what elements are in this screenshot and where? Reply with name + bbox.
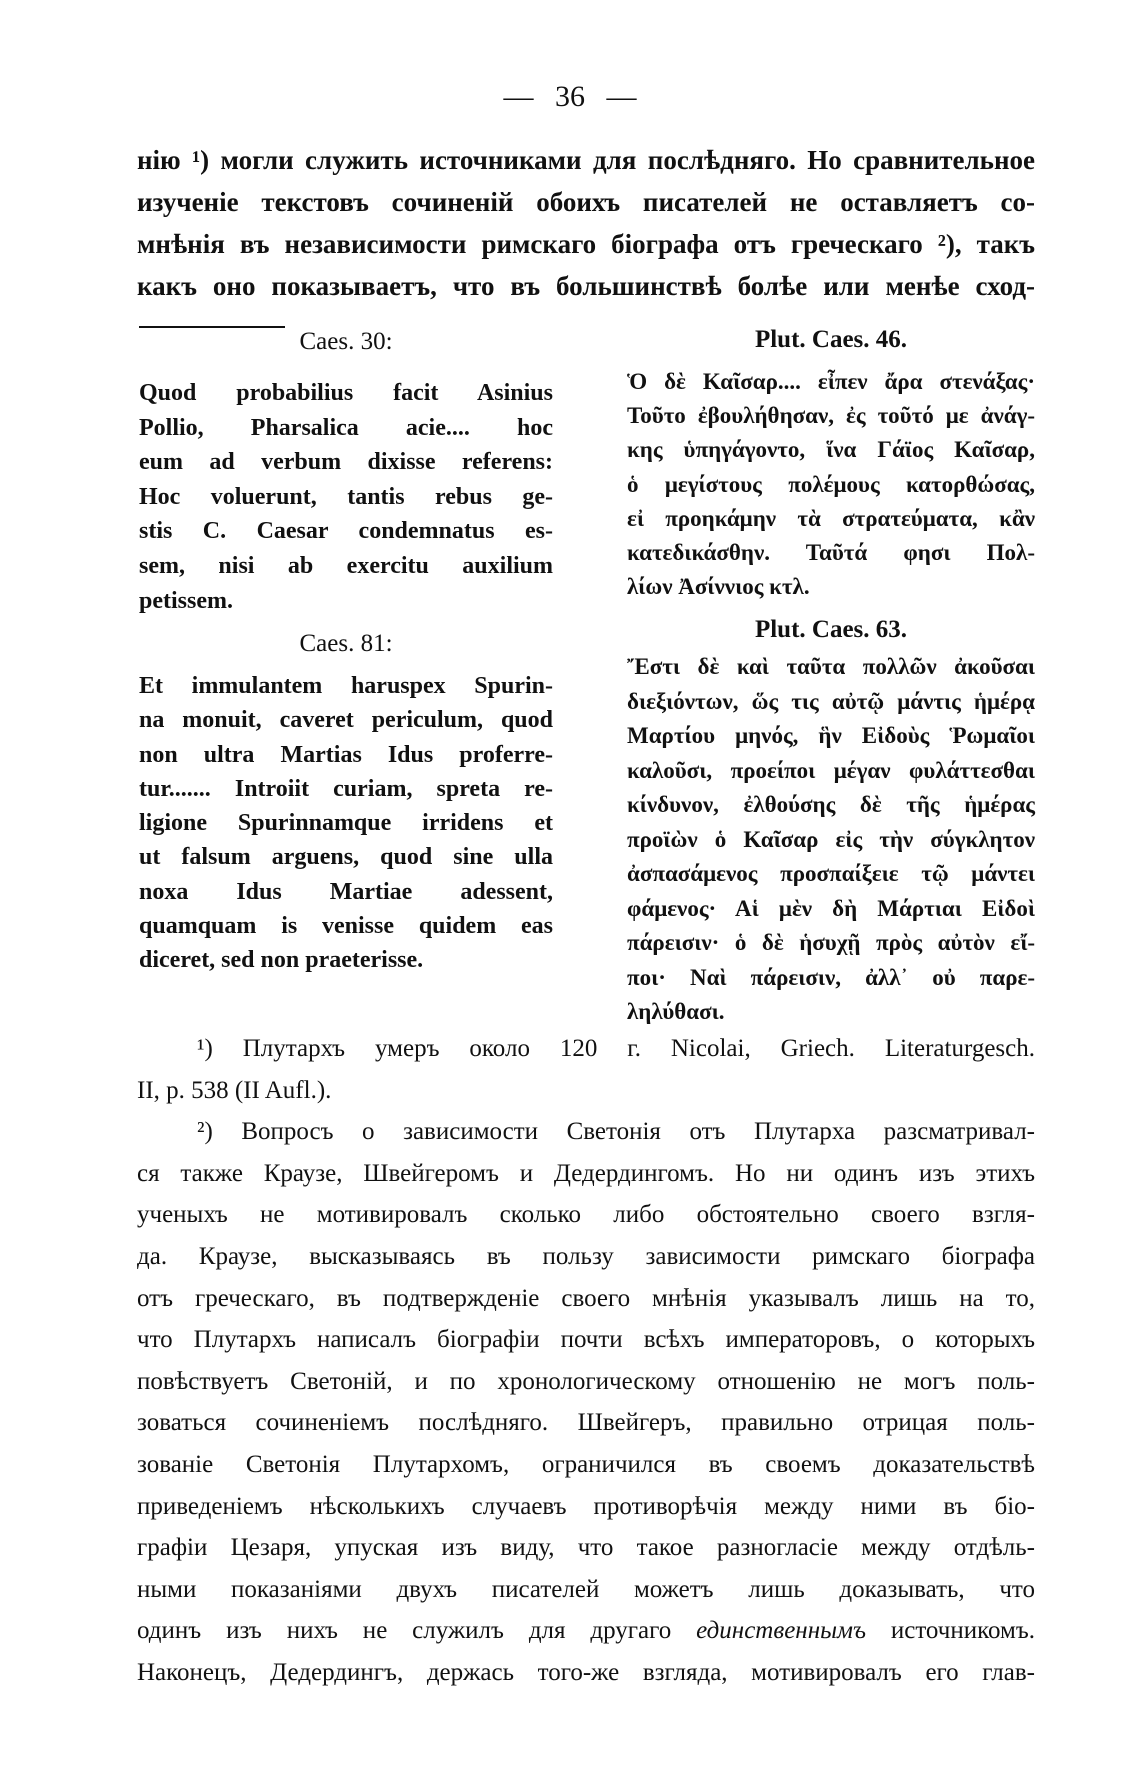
- text-line: Ὁ δὲ Καῖσαρ.... εἶπεν ἄρα στενάξας·: [627, 369, 1035, 394]
- text-line: εἰ προηκάμην τὰ στρατεύματα, κἂν: [627, 505, 1035, 531]
- text-line: Hoc voluerunt, tantis rebus ge-: [139, 483, 553, 510]
- text-line: ²) Вопросъ о зависимости Светонія отъ Плутарха разсматривал-: [197, 1118, 1035, 1146]
- text-line: повѣствуетъ Светоній, и по хронологическому отношенію не могъ поль-: [137, 1367, 1035, 1395]
- text-line: мнѣнія въ независимости римскаго біографа отъ греческаго ²), такъ: [137, 229, 1035, 259]
- text-line: [137, 1610, 1035, 1652]
- text-segment: одинъ изъ нихъ не служилъ для другаго: [137, 1617, 697, 1645]
- text-line: зованіе Светонія Плутархомъ, ограничился въ своемъ доказательствѣ: [137, 1450, 1035, 1478]
- text-line: ными показаніями двухъ писателей можетъ лишь доказывать, что: [137, 1575, 1035, 1603]
- text-line: Et immulantem haruspex Spurin-: [139, 673, 553, 699]
- text-line: πάρεισιν· ὁ δὲ ἡσυχῇ πρὸς αὐτὸν εἴ-: [627, 930, 1035, 955]
- right-heading-plut-46: Plut. Caes. 46.: [754, 326, 908, 353]
- text-line: petissem.: [139, 587, 233, 614]
- text-line: ученыхъ не мотивировалъ сколько либо обстоятельно своего взгля-: [137, 1201, 1035, 1229]
- text-line: κίνδυνον, ἐλθούσης δὲ τῆς ἡμέρας: [627, 792, 1035, 817]
- text-line: ὁ μεγίστους πολέμους κατορθώσας,: [627, 471, 1035, 497]
- footnotes: [137, 1028, 1035, 1694]
- text-line: отъ греческаго, въ подтвержденіе своего мнѣнія указывалъ лишь на то,: [137, 1284, 1035, 1312]
- text-line: Pollio, Pharsalica acie.... hoc: [139, 414, 553, 441]
- text-line: non ultra Martias Idus proferre-: [139, 741, 553, 768]
- text-line: sem, nisi ab exercitu auxilium: [139, 552, 553, 579]
- footnote-1: [137, 1028, 1035, 1111]
- text-line: II, p. 538 (II Aufl.).: [137, 1076, 332, 1104]
- text-line: διεξιόντων, ὥς τις αὐτῷ μάντις ἡμέρᾳ: [627, 688, 1035, 714]
- text-line: что Плутархъ написалъ біографіи почти всѣхъ императоровъ, о которыхъ: [137, 1326, 1035, 1354]
- left-heading-caes-81: Caes. 81:: [299, 630, 393, 657]
- text-line: καλοῦσι, προείποι μέγαν φυλάττεσθαι: [627, 757, 1035, 783]
- latin-passage-caes-81: [139, 669, 553, 978]
- text-line: Quod probabilius facit Asinius: [139, 380, 553, 406]
- text-line: κης ὑπηγάγοντο, ἵνα Γάϊος Καῖσαρ,: [627, 437, 1035, 463]
- text-line: κατεδικάσθην. Ταῦτά φησι Πολ-: [627, 540, 1035, 566]
- footnote-2: [137, 1111, 1035, 1693]
- text-line: na monuit, caveret periculum, quod: [139, 707, 553, 734]
- text-line: Наконецъ, Дедердингъ, держась того-же взгляда, мотивировалъ его глав-: [137, 1658, 1035, 1686]
- text-line: ἀσπασάμενος προσπαίξειε τῷ μάντει: [627, 861, 1035, 886]
- text-line: Μαρτίου μηνός, ἣν Εἰδοὺς Ῥωμαῖοι: [627, 723, 1035, 748]
- italic-emphasis: единственнымъ: [696, 1617, 866, 1645]
- left-heading-caes-30: Caes. 30:: [299, 328, 393, 355]
- text-line: λίων Ἀσίννιος κτλ.: [627, 574, 810, 600]
- text-line: ληλύθασι.: [627, 999, 725, 1024]
- main-text: [137, 139, 1035, 307]
- text-line: приведеніемъ нѣсколькихъ случаевъ противорѣчія между ними въ біо-: [137, 1492, 1035, 1520]
- text-line: tur....... Introiit curiam, spreta re-: [139, 775, 553, 802]
- latin-passage-caes-30: [139, 376, 553, 618]
- text-line: изученіе текстовъ сочиненій обоихъ писателей не оставляетъ со-: [137, 187, 1035, 217]
- text-line: ποι· Ναὶ πάρεισιν, ἀλλ᾽ οὐ παρε-: [627, 964, 1035, 990]
- text-line: φάμενος· Αἱ μὲν δὴ Μάρτιαι Εἰδοὶ: [627, 895, 1035, 921]
- text-line: stis C. Caesar condemnatus es-: [139, 518, 553, 545]
- greek-passage-plut-46: [627, 365, 1035, 604]
- text-line: noxa Idus Martiae adessent,: [139, 878, 553, 905]
- text-segment: источникомъ.: [865, 1617, 1036, 1645]
- right-heading-plut-63: Plut. Caes. 63.: [754, 616, 908, 643]
- page-number: — 36 —: [503, 80, 637, 113]
- text-line: quamquam is venisse quidem eas: [139, 913, 553, 940]
- text-line: Ἔστι δὲ καὶ ταῦτα πολλῶν ἀκοῦσαι: [627, 654, 1035, 679]
- text-line: ¹) Плутархъ умеръ около 120 г. Nicolai, Griech. Literaturgesch.: [197, 1035, 1035, 1062]
- text-line: зоваться сочиненіемъ послѣдняго. Швейгеръ, правильно отрицая поль-: [137, 1409, 1035, 1437]
- text-line: eum ad verbum dixisse referens:: [139, 449, 553, 476]
- text-line: ligione Spurinnamque irridens et: [139, 810, 553, 837]
- text-line: ся также Краузе, Швейгеромъ и Дедердингомъ. Но ни одинъ изъ этихъ: [137, 1159, 1035, 1187]
- text-line: ut falsum arguens, quod sine ulla: [139, 844, 553, 871]
- text-line: Τοῦτο ἐβουλήθησαν, ἐς τοῦτό με ἀνάγ-: [627, 403, 1035, 429]
- text-line: какъ оно показываетъ, что въ большинствѣ болѣе или менѣе сход-: [137, 271, 1035, 301]
- text-line: нію ¹) могли служить источниками для послѣдняго. Но сравнительное: [137, 145, 1035, 175]
- text-line: да. Краузе, высказываясь въ пользу зависимости римскаго біографа: [137, 1242, 1035, 1270]
- greek-passage-plut-63: [627, 650, 1035, 1030]
- text-line: προϊὼν ὁ Καῖσαρ εἰς τὴν σύγκλητον: [627, 826, 1035, 852]
- text-line: diceret, sed non praeterisse.: [139, 947, 424, 974]
- text-line: графіи Цезаря, упуская изъ виду, что такое разногласіе между отдѣль-: [137, 1534, 1035, 1562]
